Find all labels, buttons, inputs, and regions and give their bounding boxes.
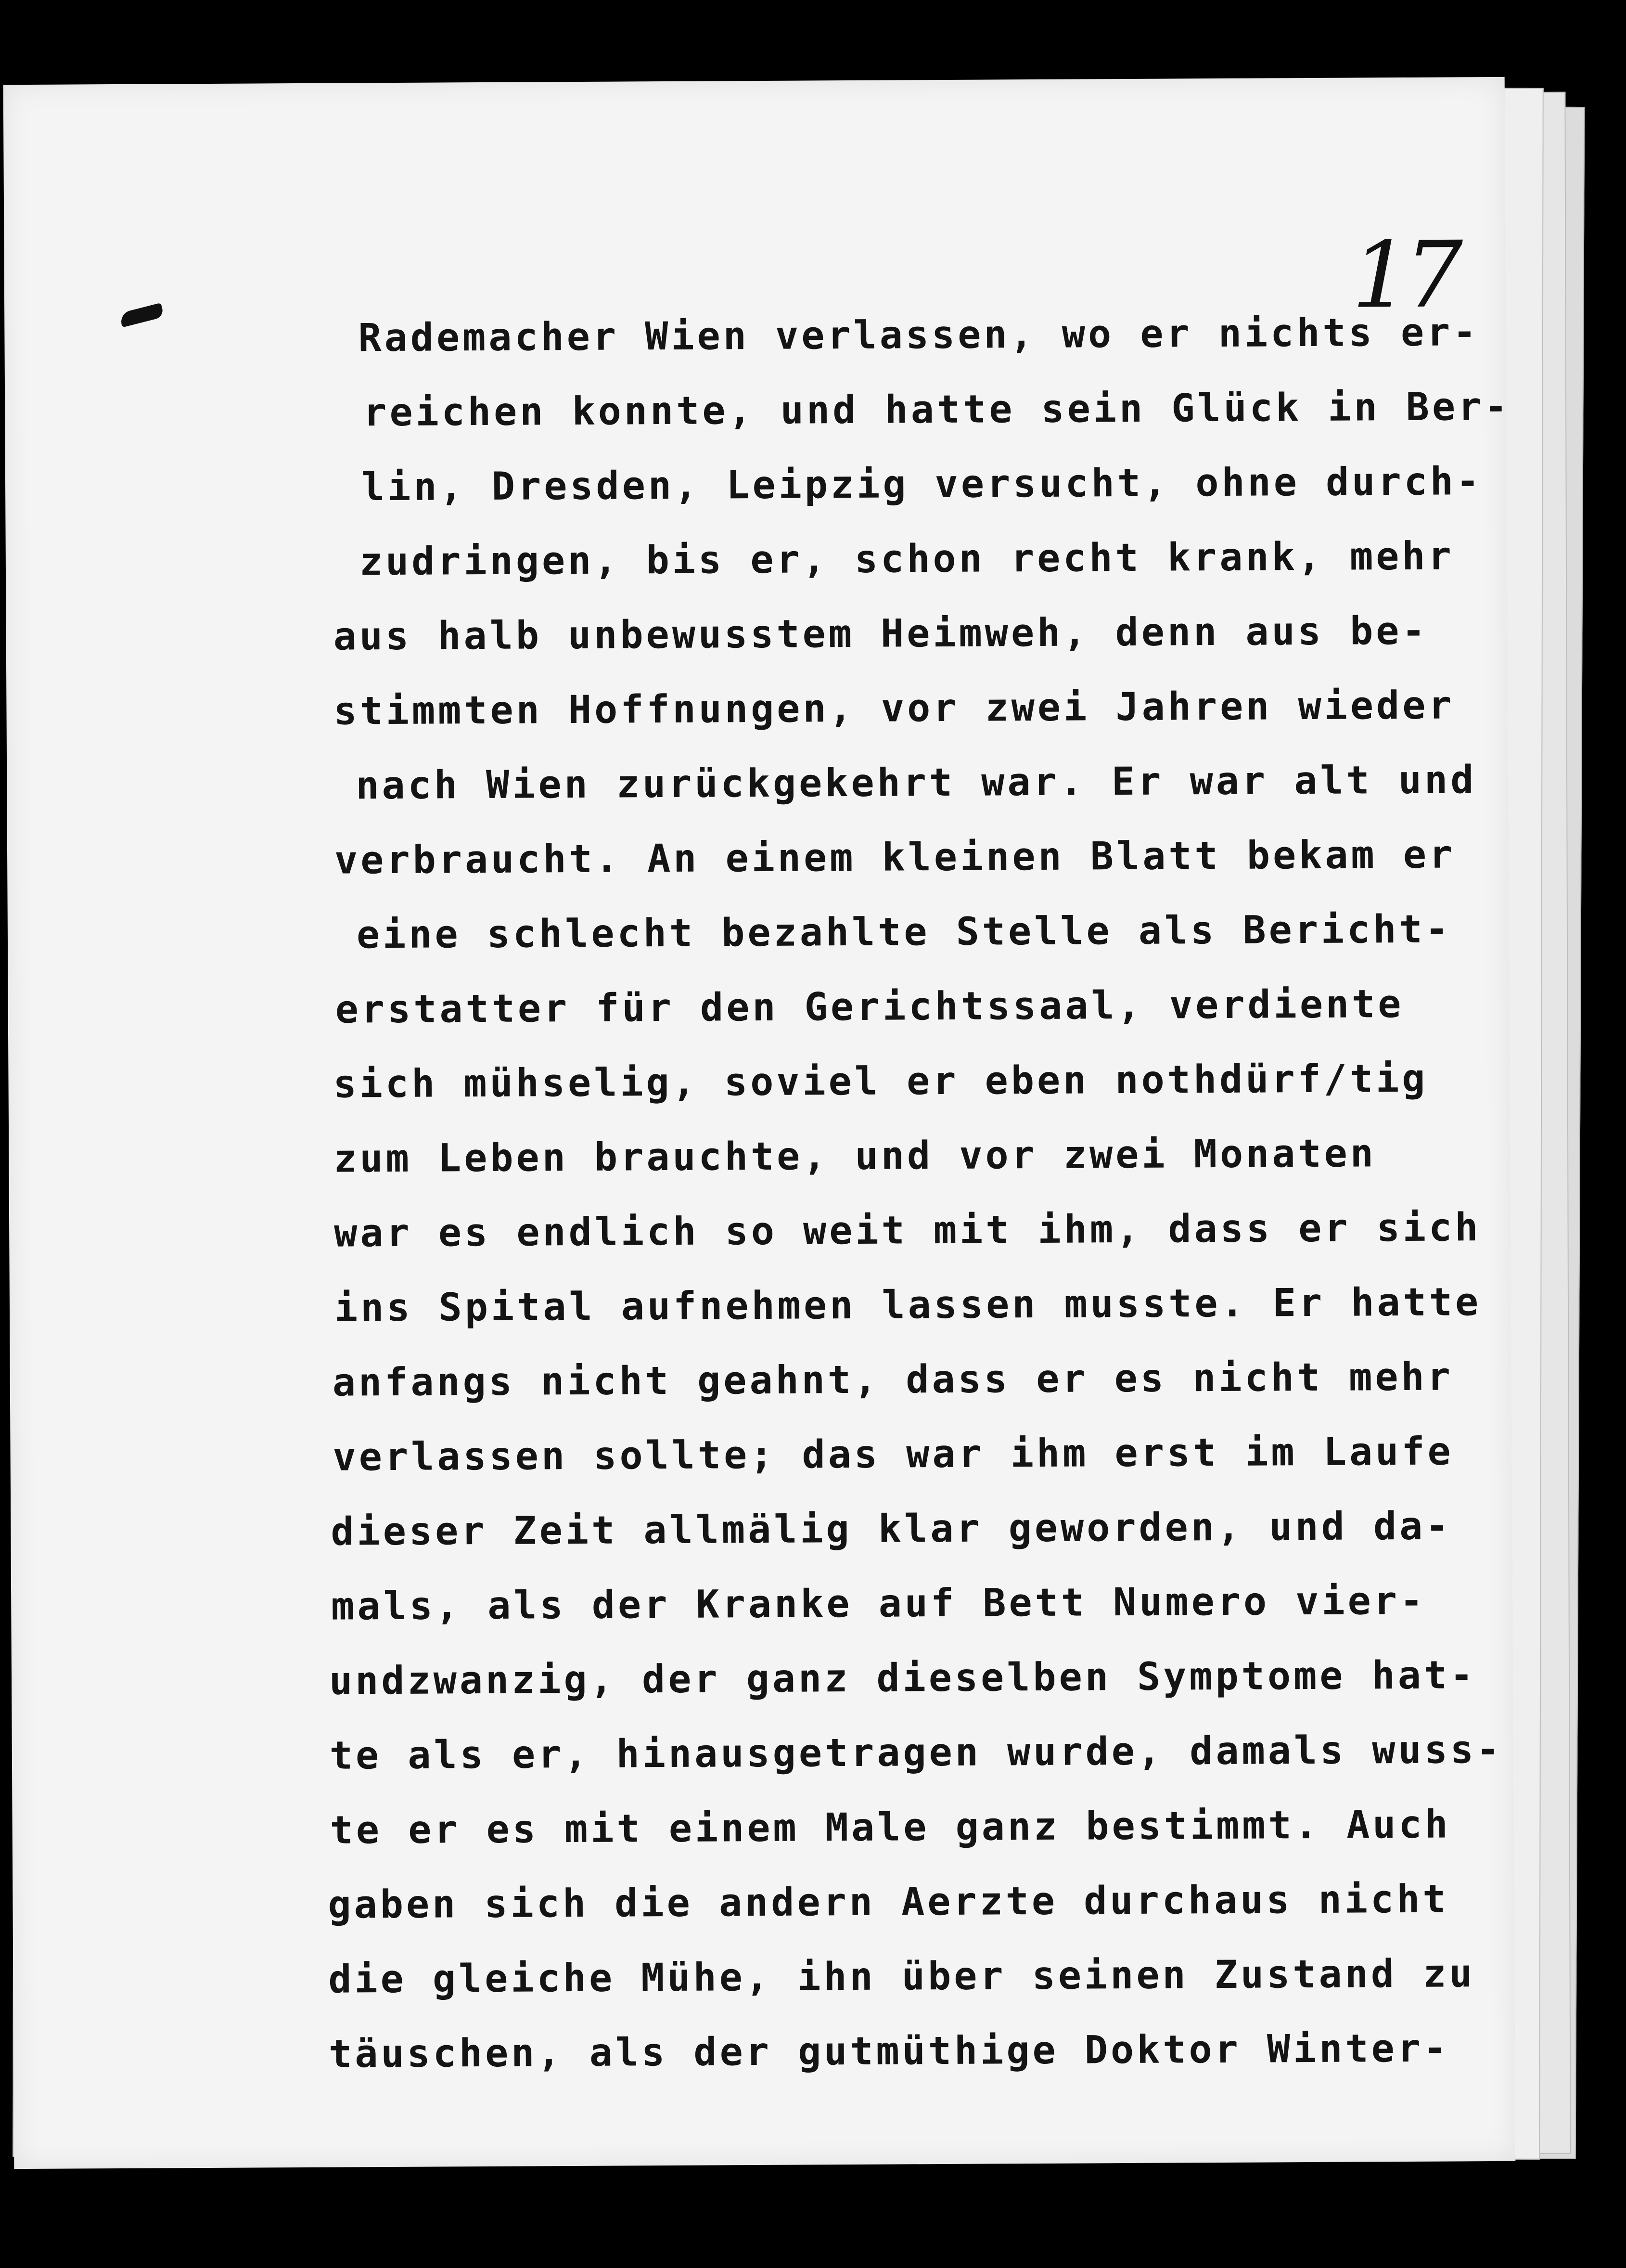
typewritten-page <box>3 77 1516 2169</box>
text-line: zum Leben brauchte, und vor zwei Monaten <box>333 1131 1377 1181</box>
text-line: dieser Zeit allmälig klar geworden, und da- <box>331 1503 1452 1554</box>
text-line: gaben sich die andern Aerzte durchaus nicht <box>328 1876 1449 1927</box>
text-line: nach Wien zurückgekehrt war. Er war alt und <box>356 757 1477 808</box>
text-line: ins Spital aufnehmen lassen musste. Er hatte <box>334 1279 1482 1330</box>
text-line: undzwanzig, der ganz dieselben Symptome hat- <box>329 1652 1476 1703</box>
text-line: täuschen, als der gutmüthige Doktor Winter- <box>328 2025 1450 2076</box>
margin-ink-mark <box>119 303 165 327</box>
text-line: zudringen, bis er, schon recht krank, mehr <box>359 533 1454 584</box>
page-number: 17 <box>1351 221 1459 329</box>
body-text <box>312 309 1511 2076</box>
text-line: te als er, hinausgetragen wurde, damals wuss- <box>329 1727 1503 1778</box>
text-line: aus halb unbewusstem Heimweh, denn aus be- <box>333 608 1428 659</box>
text-line: te er es mit einem Male ganz bestimmt. Auch <box>330 1802 1451 1853</box>
text-line: reichen konnte, und hatte sein Glück in Ber- <box>363 384 1511 435</box>
text-line: sich mühselig, soviel er eben nothdürf/tig <box>333 1056 1428 1107</box>
text-line: stimmten Hoffnungen, vor zwei Jahren wieder <box>333 683 1455 734</box>
text-line: die gleiche Mühe, ihn über seinen Zustand zu <box>328 1951 1475 2002</box>
text-line: erstatter für den Gerichtssaal, verdiente <box>335 981 1404 1032</box>
text-line: eine schlecht bezahlte Stelle als Bericht- <box>356 906 1452 957</box>
text-line: Rademacher Wien verlassen, wo er nichts er- <box>358 309 1479 361</box>
text-line: mals, als der Kranke auf Bett Numero vier- <box>331 1578 1426 1629</box>
text-line: verbraucht. An einem kleinen Blatt bekam er <box>334 832 1456 883</box>
text-line: anfangs nicht geahnt, dass er es nicht mehr <box>332 1354 1454 1405</box>
text-line: war es endlich so weit mit ihm, dass er sich <box>333 1205 1481 1256</box>
text-line: verlassen sollte; das war ihm erst im Laufe <box>333 1429 1454 1480</box>
text-line: lin, Dresden, Leipzig versucht, ohne durch- <box>361 459 1483 510</box>
